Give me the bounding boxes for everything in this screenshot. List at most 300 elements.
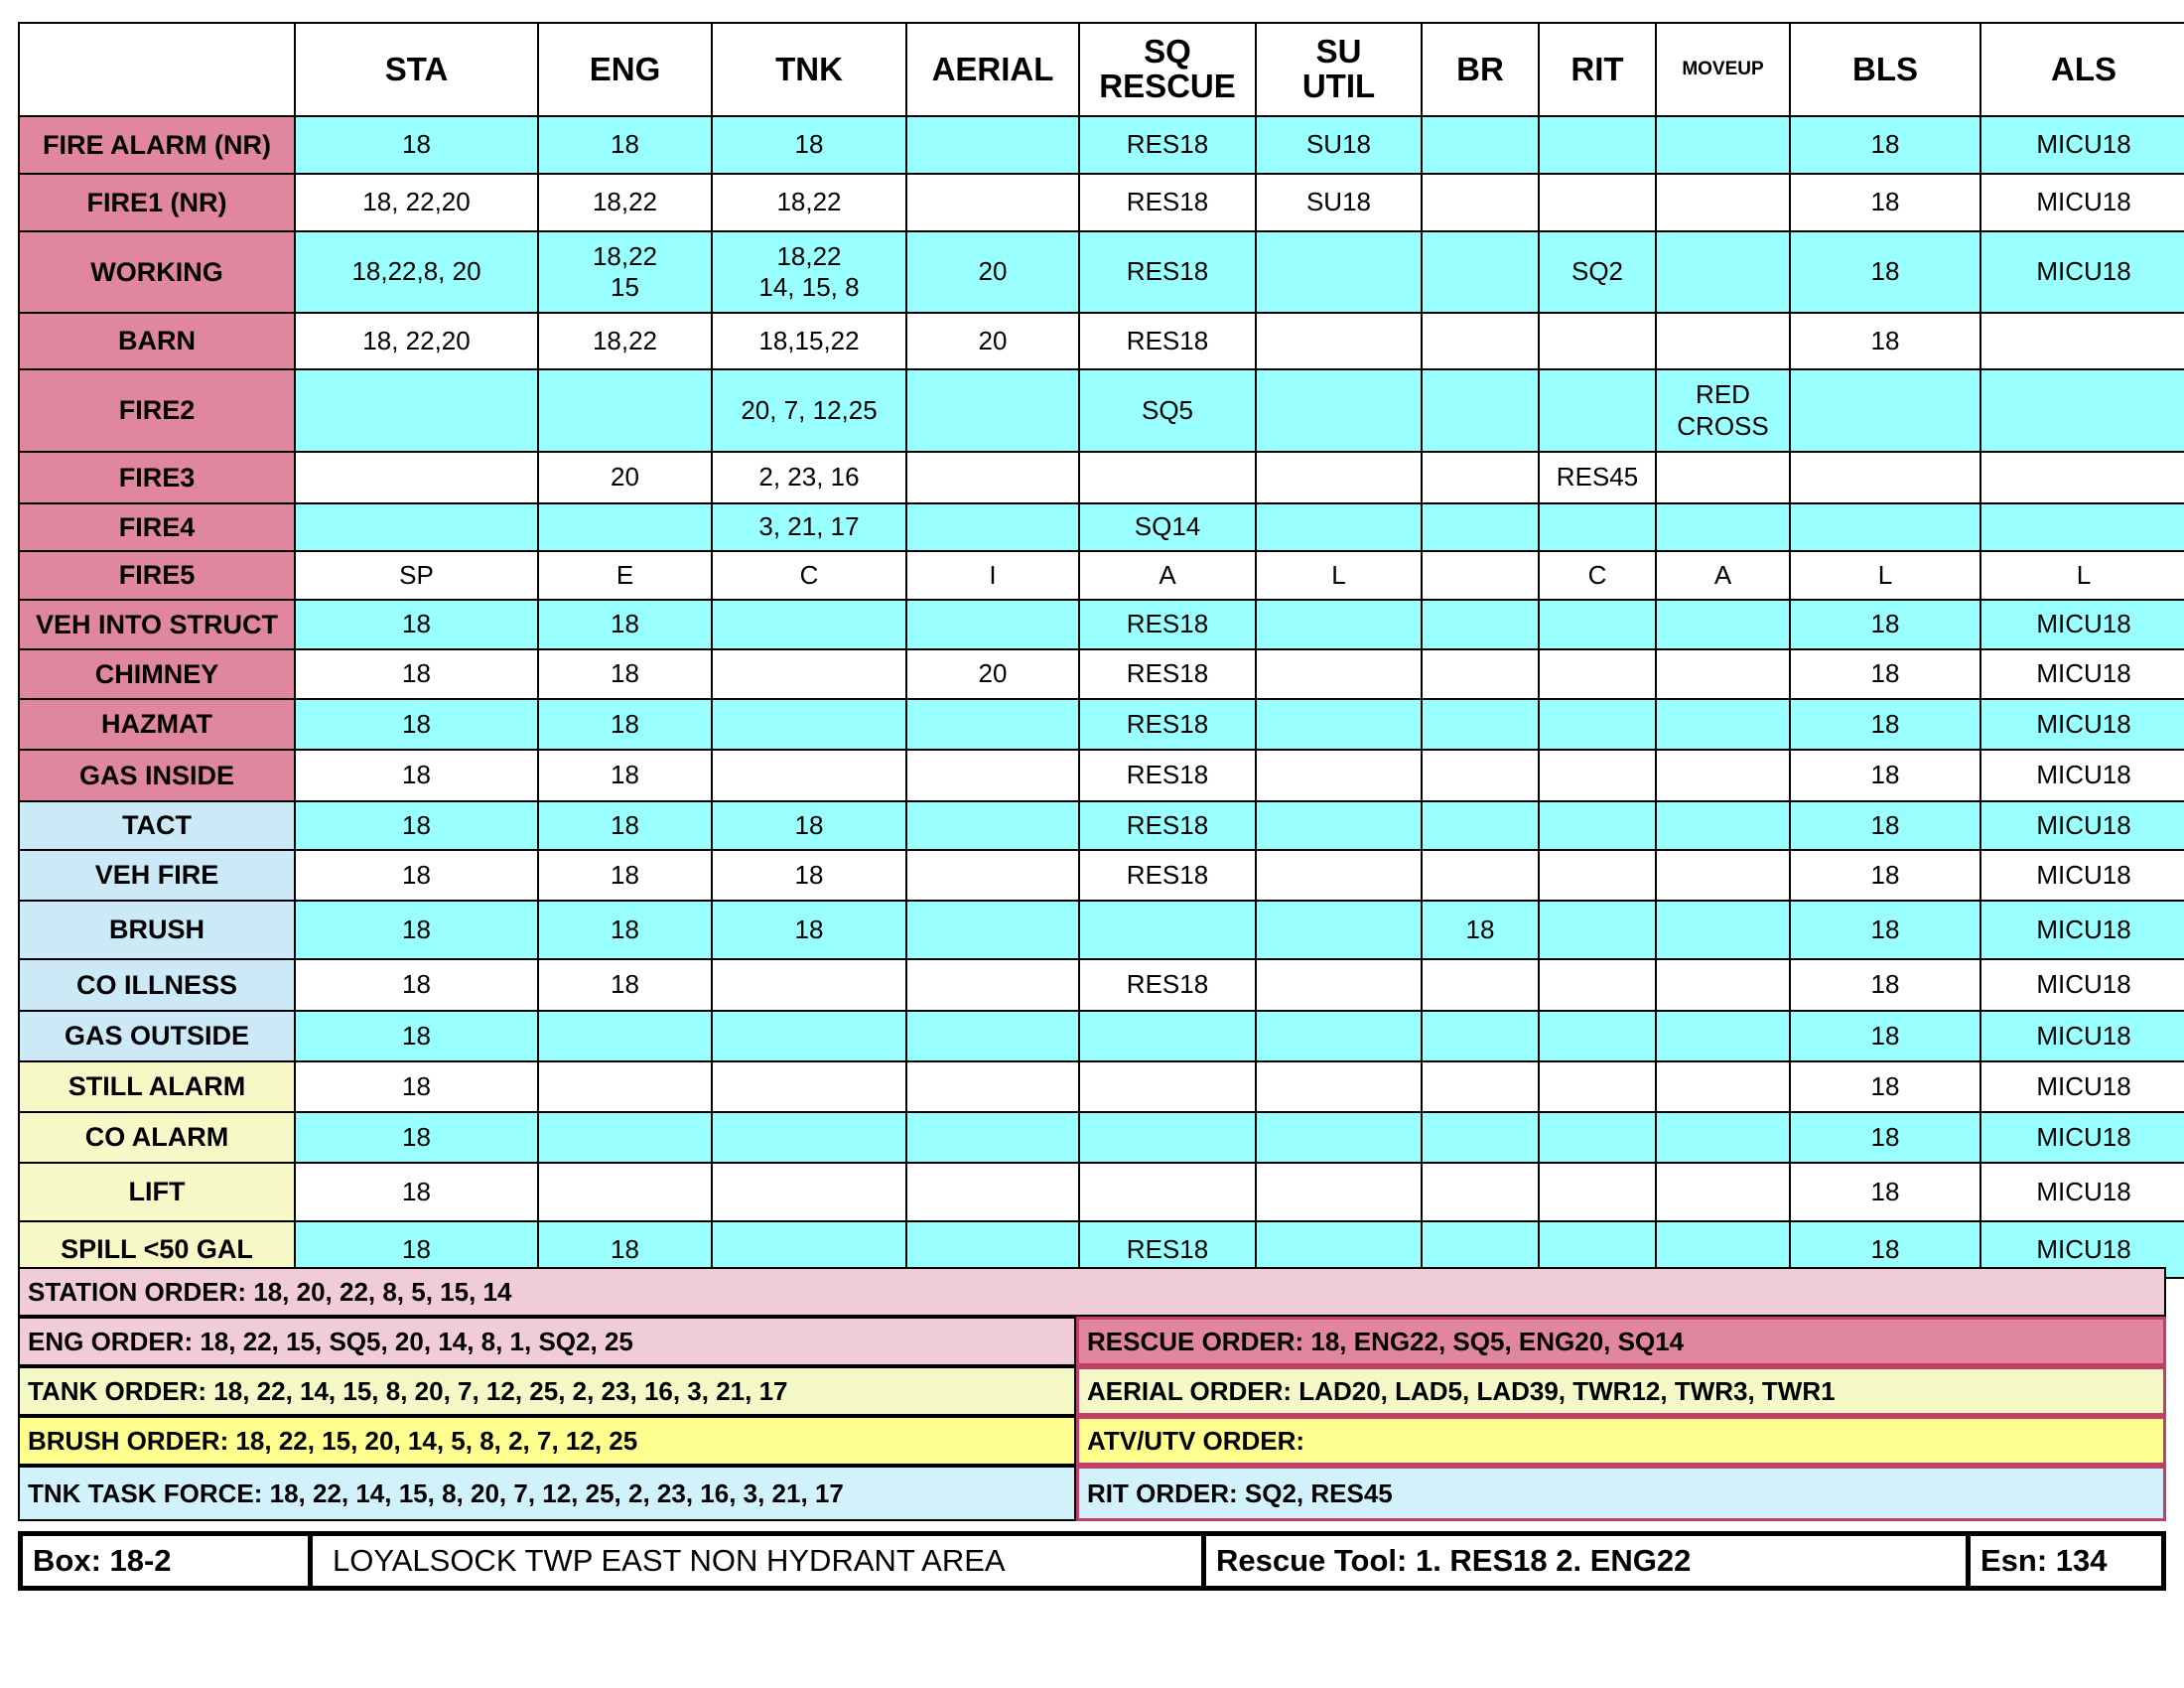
cell-value: 18	[611, 1233, 639, 1264]
cell-aerial	[906, 174, 1079, 231]
cell-sq-rescue	[1079, 1061, 1256, 1112]
cell-tnk	[712, 699, 906, 750]
cell-value: 18	[611, 914, 639, 944]
cell-value: 18	[402, 1121, 431, 1152]
cell-sq-rescue	[1079, 551, 1256, 600]
cell-su-util	[1256, 600, 1422, 649]
rescue-order: RESCUE ORDER: 18, ENG22, SQ5, ENG20, SQ14	[1076, 1317, 2166, 1366]
cell-value: MICU18	[2036, 129, 2131, 160]
cell-eng	[538, 649, 712, 699]
cell-eng	[538, 850, 712, 901]
cell-value: RES18	[1126, 129, 1209, 160]
cell-aerial	[906, 116, 1079, 174]
cell-bls	[1790, 1163, 1980, 1221]
cell-aerial	[906, 452, 1079, 503]
row-label: SPILL <50 GAL	[19, 1221, 295, 1278]
cell-value: E	[615, 559, 634, 590]
cell-value: 18	[402, 129, 431, 160]
cell-value: 18	[1870, 1121, 1900, 1152]
cell-su-util	[1256, 1061, 1422, 1112]
cell-su-util	[1256, 801, 1422, 850]
cell-als	[1980, 850, 2184, 901]
cell-value: MICU18	[2036, 760, 2131, 790]
cell-sta	[295, 1112, 538, 1163]
cell-sta	[295, 551, 538, 600]
cell-value: 18	[1870, 708, 1900, 739]
cell-moveup	[1656, 1112, 1790, 1163]
row-label: WORKING	[19, 231, 295, 313]
cell-value: I	[989, 559, 997, 590]
table-row	[19, 231, 2184, 313]
table-body	[19, 116, 2184, 1278]
cell-br	[1422, 901, 1539, 959]
cell-value: 18	[794, 859, 824, 890]
cell-moveup	[1656, 551, 1790, 600]
cell-value: A	[1159, 559, 1176, 590]
cell-als	[1980, 1011, 2184, 1061]
table-row	[19, 600, 2184, 649]
row-label: FIRE ALARM (NR)	[19, 116, 295, 174]
row-label: HAZMAT	[19, 699, 295, 750]
cell-tnk	[712, 1163, 906, 1221]
table-row	[19, 699, 2184, 750]
header-eng: ENG	[538, 23, 712, 116]
row-label: VEH INTO STRUCT	[19, 600, 295, 649]
cell-bls	[1790, 649, 1980, 699]
cell-moveup	[1656, 750, 1790, 801]
cell-su-util	[1256, 1163, 1422, 1221]
cell-aerial	[906, 503, 1079, 551]
row-label: FIRE3	[19, 452, 295, 503]
cell-value: RES45	[1556, 462, 1639, 492]
row-label: FIRE1 (NR)	[19, 174, 295, 231]
cell-value: MICU18	[2036, 658, 2131, 689]
cell-sta	[295, 1011, 538, 1061]
cell-rit	[1539, 600, 1656, 649]
brush-order: BRUSH ORDER: 18, 22, 15, 20, 14, 5, 8, 2, 7, 12, 25	[18, 1416, 1076, 1466]
cell-value: 18	[402, 609, 431, 639]
cell-eng	[538, 174, 712, 231]
cell-als	[1980, 1061, 2184, 1112]
cell-bls	[1790, 369, 1980, 452]
cell-value: 18,22	[592, 187, 658, 217]
cell-als	[1980, 313, 2184, 369]
cell-value: L	[1877, 559, 1893, 590]
cell-rit	[1539, 551, 1656, 600]
cell-sta	[295, 313, 538, 369]
cell-bls	[1790, 1112, 1980, 1163]
cell-value: 18,22	[592, 325, 658, 355]
cell-value: 18	[1870, 325, 1900, 355]
cell-value: 18	[1870, 256, 1900, 287]
cell-aerial	[906, 1011, 1079, 1061]
table-row	[19, 750, 2184, 801]
cell-bls	[1790, 116, 1980, 174]
cell-value: 18	[794, 809, 824, 840]
cell-br	[1422, 369, 1539, 452]
cell-bls	[1790, 959, 1980, 1011]
rescue-tool: Rescue Tool: 1. RES18 2. ENG22	[1206, 1536, 1971, 1586]
cell-value: C	[799, 559, 819, 590]
cell-eng	[538, 1061, 712, 1112]
cell-rit	[1539, 801, 1656, 850]
cell-value: 18	[402, 809, 431, 840]
table-row	[19, 901, 2184, 959]
box-number: Box: 18-2	[23, 1536, 313, 1586]
table-row	[19, 959, 2184, 1011]
cell-aerial	[906, 1061, 1079, 1112]
cell-tnk	[712, 313, 906, 369]
cell-su-util	[1256, 850, 1422, 901]
cell-value: MICU18	[2036, 708, 2131, 739]
row-label: FIRE5	[19, 551, 295, 600]
cell-bls	[1790, 1011, 1980, 1061]
cell-value: 18	[794, 129, 824, 160]
cell-br	[1422, 600, 1539, 649]
cell-tnk	[712, 452, 906, 503]
header-bls: BLS	[1790, 23, 1980, 116]
cell-als	[1980, 116, 2184, 174]
cell-value: 18	[611, 129, 639, 160]
cell-value: RES18	[1126, 325, 1209, 355]
cell-br	[1422, 313, 1539, 369]
table-row	[19, 551, 2184, 600]
cell-moveup	[1656, 313, 1790, 369]
cell-br	[1422, 174, 1539, 231]
cell-tnk	[712, 1061, 906, 1112]
cell-value: 18	[402, 969, 431, 1000]
cell-value: MICU18	[2036, 859, 2131, 890]
cell-br	[1422, 231, 1539, 313]
cell-value: 18	[1870, 187, 1900, 217]
cell-tnk	[712, 503, 906, 551]
cell-value: RES18	[1126, 708, 1209, 739]
cell-br	[1422, 959, 1539, 1011]
cell-value: 18	[402, 760, 431, 790]
cell-als	[1980, 1163, 2184, 1221]
cell-sta	[295, 174, 538, 231]
cell-tnk	[712, 959, 906, 1011]
cell-moveup	[1656, 959, 1790, 1011]
cell-su-util	[1256, 551, 1422, 600]
cell-sq-rescue	[1079, 116, 1256, 174]
cell-value: 18	[611, 969, 639, 1000]
cell-br	[1422, 503, 1539, 551]
cell-eng	[538, 1163, 712, 1221]
cell-tnk	[712, 649, 906, 699]
cell-moveup	[1656, 116, 1790, 174]
cell-rit	[1539, 503, 1656, 551]
cell-su-util	[1256, 231, 1422, 313]
cell-value: 18	[402, 708, 431, 739]
cell-aerial	[906, 750, 1079, 801]
cell-sta	[295, 649, 538, 699]
cell-value: 20, 7, 12,25	[741, 394, 878, 425]
cell-als	[1980, 600, 2184, 649]
cell-eng	[538, 503, 712, 551]
cell-value: C	[1587, 559, 1607, 590]
cell-value: SQ2	[1570, 256, 1624, 287]
cell-rit	[1539, 850, 1656, 901]
row-label: STILL ALARM	[19, 1061, 295, 1112]
cell-br	[1422, 1061, 1539, 1112]
table-row	[19, 1061, 2184, 1112]
table-row	[19, 503, 2184, 551]
cell-bls	[1790, 801, 1980, 850]
cell-aerial	[906, 850, 1079, 901]
cell-value: 18, 22,20	[362, 187, 471, 217]
eng-order: ENG ORDER: 18, 22, 15, SQ5, 20, 14, 8, 1, SQ2, 25	[18, 1317, 1076, 1366]
cell-value: RES18	[1126, 1233, 1209, 1264]
cell-rit	[1539, 1011, 1656, 1061]
cell-br	[1422, 551, 1539, 600]
header-rit: RIT	[1539, 23, 1656, 116]
cell-rit	[1539, 313, 1656, 369]
table-row	[19, 116, 2184, 174]
cell-bls	[1790, 452, 1980, 503]
cell-value: MICU18	[2036, 914, 2131, 944]
cell-br	[1422, 1011, 1539, 1061]
cell-bls	[1790, 1061, 1980, 1112]
cell-value: 18	[402, 1176, 431, 1206]
cell-tnk	[712, 369, 906, 452]
cell-tnk	[712, 551, 906, 600]
cell-aerial	[906, 801, 1079, 850]
cell-value: SQ14	[1134, 511, 1201, 542]
cell-eng	[538, 369, 712, 452]
cell-tnk	[712, 750, 906, 801]
cell-value: RES18	[1126, 859, 1209, 890]
cell-value: 18	[1870, 1233, 1900, 1264]
header-tnk: TNK	[712, 23, 906, 116]
cell-sta	[295, 600, 538, 649]
cell-eng	[538, 600, 712, 649]
cell-rit	[1539, 1163, 1656, 1221]
cell-aerial	[906, 649, 1079, 699]
header-sq-rescue: SQ RESCUE	[1079, 23, 1256, 116]
atv-utv-order: ATV/UTV ORDER:	[1076, 1416, 2166, 1466]
cell-br	[1422, 699, 1539, 750]
cell-value: SQ5	[1141, 394, 1194, 425]
cell-sta	[295, 231, 538, 313]
cell-tnk	[712, 850, 906, 901]
cell-moveup	[1656, 649, 1790, 699]
row-label: LIFT	[19, 1163, 295, 1221]
cell-value: 18,22 15	[592, 240, 658, 302]
cell-rit	[1539, 649, 1656, 699]
cell-rit	[1539, 1112, 1656, 1163]
cell-sta	[295, 452, 538, 503]
table-row	[19, 1112, 2184, 1163]
row-label: FIRE4	[19, 503, 295, 551]
header-sta: STA	[295, 23, 538, 116]
cell-bls	[1790, 600, 1980, 649]
cell-su-util	[1256, 174, 1422, 231]
row-label: GAS INSIDE	[19, 750, 295, 801]
cell-rit	[1539, 116, 1656, 174]
cell-value: 18	[402, 1070, 431, 1101]
cell-value: MICU18	[2036, 609, 2131, 639]
cell-br	[1422, 801, 1539, 850]
cell-sta	[295, 369, 538, 452]
cell-value: MICU18	[2036, 969, 2131, 1000]
cell-als	[1980, 452, 2184, 503]
cell-bls	[1790, 551, 1980, 600]
header-br: BR	[1422, 23, 1539, 116]
tank-order: TANK ORDER: 18, 22, 14, 15, 8, 20, 7, 12, 25, 2, 23, 16, 3, 21, 17	[18, 1366, 1076, 1416]
cell-eng	[538, 231, 712, 313]
cell-als	[1980, 369, 2184, 452]
cell-su-util	[1256, 313, 1422, 369]
cell-aerial	[906, 551, 1079, 600]
cell-value: L	[2076, 559, 2092, 590]
cell-value: 18,22 14, 15, 8	[758, 240, 860, 302]
cell-sta	[295, 116, 538, 174]
footer-bar	[18, 1531, 2166, 1591]
cell-value: 18	[611, 708, 639, 739]
cell-value: 18	[611, 859, 639, 890]
cell-sq-rescue	[1079, 452, 1256, 503]
cell-value: 18	[1870, 1176, 1900, 1206]
cell-value: 18,22	[776, 187, 842, 217]
cell-value: 18, 22,20	[362, 325, 471, 355]
cell-value: 18	[611, 658, 639, 689]
cell-value: 18	[1870, 609, 1900, 639]
cell-sta	[295, 850, 538, 901]
cell-sq-rescue	[1079, 174, 1256, 231]
cell-bls	[1790, 503, 1980, 551]
cell-bls	[1790, 750, 1980, 801]
row-label: CHIMNEY	[19, 649, 295, 699]
cell-rit	[1539, 452, 1656, 503]
cell-value: RES18	[1126, 187, 1209, 217]
cell-moveup	[1656, 369, 1790, 452]
cell-aerial	[906, 901, 1079, 959]
cell-moveup	[1656, 1011, 1790, 1061]
cell-value: SU18	[1305, 187, 1372, 217]
cell-value: MICU18	[2036, 809, 2131, 840]
cell-tnk	[712, 1011, 906, 1061]
cell-value: RES18	[1126, 969, 1209, 1000]
table-row	[19, 313, 2184, 369]
cell-value: 18	[611, 760, 639, 790]
table-row	[19, 369, 2184, 452]
cell-sta	[295, 801, 538, 850]
cell-rit	[1539, 959, 1656, 1011]
cell-als	[1980, 1112, 2184, 1163]
cell-value: 18	[1870, 859, 1900, 890]
table-row	[19, 850, 2184, 901]
header-su-util: SU UTIL	[1256, 23, 1422, 116]
cell-sq-rescue	[1079, 1163, 1256, 1221]
cell-value: MICU18	[2036, 1233, 2131, 1264]
row-label: VEH FIRE	[19, 850, 295, 901]
cell-sta	[295, 901, 538, 959]
cell-su-util	[1256, 959, 1422, 1011]
cell-su-util	[1256, 750, 1422, 801]
cell-value: L	[1331, 559, 1346, 590]
table-row	[19, 801, 2184, 850]
rit-order: RIT ORDER: SQ2, RES45	[1076, 1466, 2166, 1521]
cell-value: 18	[611, 809, 639, 840]
cell-value: 18	[1870, 658, 1900, 689]
cell-aerial	[906, 313, 1079, 369]
cell-su-util	[1256, 1011, 1422, 1061]
cell-sq-rescue	[1079, 850, 1256, 901]
cell-sta	[295, 959, 538, 1011]
esn-number: Esn: 134	[1980, 1543, 2108, 1578]
table-row	[19, 649, 2184, 699]
cell-sta	[295, 750, 538, 801]
cell-value: RES18	[1126, 760, 1209, 790]
cell-su-util	[1256, 649, 1422, 699]
cell-moveup	[1656, 231, 1790, 313]
cell-value: 18	[611, 609, 639, 639]
table-row	[19, 1011, 2184, 1061]
cell-bls	[1790, 850, 1980, 901]
cell-value: SP	[399, 559, 434, 590]
cell-value: 18,22,8, 20	[351, 256, 481, 287]
cell-value: 2, 23, 16	[758, 462, 860, 492]
cell-rit	[1539, 901, 1656, 959]
cell-eng	[538, 116, 712, 174]
cell-bls	[1790, 231, 1980, 313]
cell-value: RES18	[1126, 256, 1209, 287]
cell-value: MICU18	[2036, 1121, 2131, 1152]
header-als: ALS	[1980, 23, 2184, 116]
cell-sq-rescue	[1079, 600, 1256, 649]
cell-sq-rescue	[1079, 801, 1256, 850]
row-label: BRUSH	[19, 901, 295, 959]
cell-value: 3, 21, 17	[758, 511, 860, 542]
cell-sq-rescue	[1079, 699, 1256, 750]
cell-aerial	[906, 1112, 1079, 1163]
cell-moveup	[1656, 801, 1790, 850]
aerial-order: AERIAL ORDER: LAD20, LAD5, LAD39, TWR12, TWR3, TWR1	[1076, 1366, 2166, 1416]
row-label: CO ILLNESS	[19, 959, 295, 1011]
cell-aerial	[906, 369, 1079, 452]
cell-als	[1980, 959, 2184, 1011]
tank-task-force: TNK TASK FORCE: 18, 22, 14, 15, 8, 20, 7, 12, 25, 2, 23, 16, 3, 21, 17	[18, 1466, 1076, 1521]
cell-sq-rescue	[1079, 750, 1256, 801]
cell-su-util	[1256, 699, 1422, 750]
cell-rit	[1539, 369, 1656, 452]
cell-value: RES18	[1126, 809, 1209, 840]
cell-rit	[1539, 699, 1656, 750]
cell-tnk	[712, 1112, 906, 1163]
cell-su-util	[1256, 1112, 1422, 1163]
cell-su-util	[1256, 116, 1422, 174]
cell-moveup	[1656, 600, 1790, 649]
cell-eng	[538, 1112, 712, 1163]
cell-als	[1980, 901, 2184, 959]
cell-sq-rescue	[1079, 901, 1256, 959]
cell-sq-rescue	[1079, 313, 1256, 369]
cell-value: 18	[1870, 809, 1900, 840]
cell-moveup	[1656, 452, 1790, 503]
cell-value: 20	[978, 256, 1008, 287]
cell-eng	[538, 901, 712, 959]
cell-tnk	[712, 116, 906, 174]
cell-su-util	[1256, 452, 1422, 503]
cell-bls	[1790, 901, 1980, 959]
cell-value: 18	[402, 1020, 431, 1051]
cell-rit	[1539, 174, 1656, 231]
cell-value: 18	[1870, 129, 1900, 160]
cell-value: SU18	[1305, 129, 1372, 160]
cell-als	[1980, 231, 2184, 313]
row-label: GAS OUTSIDE	[19, 1011, 295, 1061]
